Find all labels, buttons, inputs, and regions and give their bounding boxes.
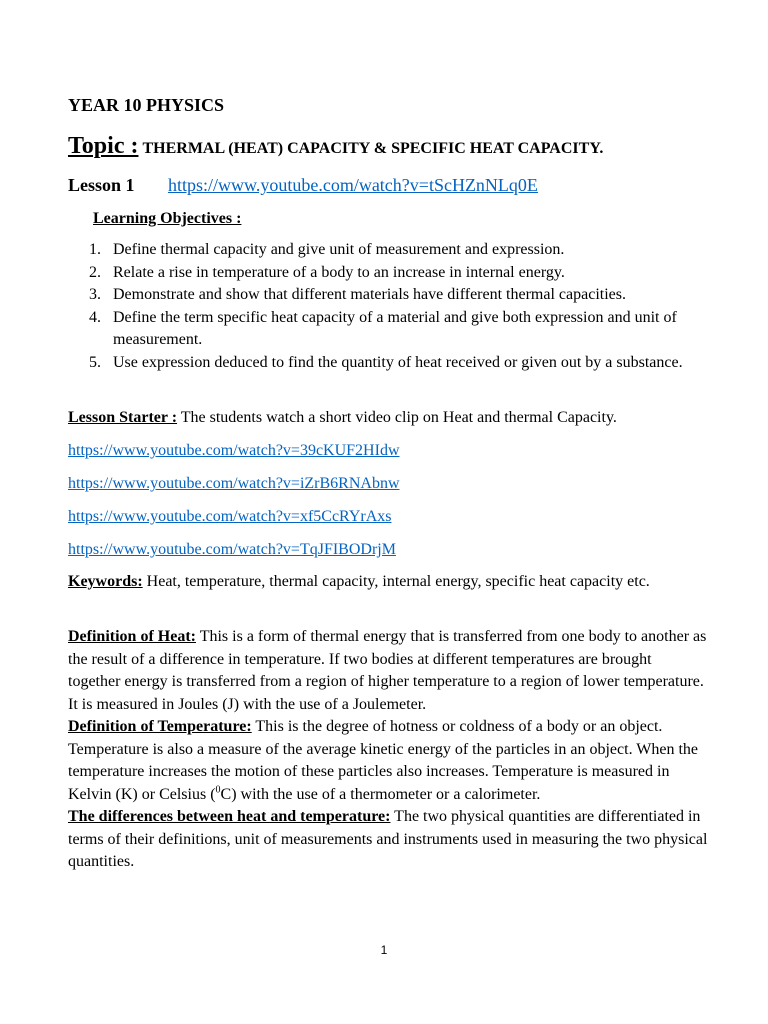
- heat-definition-label: Definition of Heat:: [68, 628, 196, 645]
- topic-line: [68, 131, 603, 164]
- list-item-text: Define thermal capacity and give unit of measurement and expression.: [113, 241, 565, 258]
- lesson-video-link[interactable]: https://www.youtube.com/watch?v=tScHZnNLq0E: [168, 175, 538, 195]
- video-link-1[interactable]: https://www.youtube.com/watch?v=39cKUF2HIdw: [68, 442, 400, 459]
- list-item-number: 1.: [89, 241, 101, 258]
- heat-definition: [68, 626, 708, 716]
- differences-text: The two physical quantities are differentiated in terms of their definitions, unit of measurements and instruments used in measuring the two physical quantities.: [68, 808, 708, 870]
- temperature-definition-text-end: C) with the use of a thermometer or a calorimeter.: [220, 785, 541, 803]
- list-item: [68, 352, 708, 375]
- keywords-label: Keywords:: [68, 573, 143, 590]
- list-item-text: Define the term specific heat capacity of a material and give both expression and unit of measurement.: [113, 308, 677, 348]
- video-link-4[interactable]: https://www.youtube.com/watch?v=TqJFIBODrjM: [68, 541, 396, 558]
- document-heading: YEAR 10 PHYSICS: [68, 95, 225, 115]
- list-item-number: 3.: [89, 286, 101, 303]
- list-item: [68, 307, 708, 352]
- lesson-starter-text: The students watch a short video clip on Heat and thermal Capacity.: [177, 409, 617, 426]
- objectives-list: [68, 239, 708, 374]
- list-item: [68, 284, 708, 307]
- list-item-text: Relate a rise in temperature of a body to an increase in internal energy.: [113, 263, 565, 281]
- temperature-definition-text: This is the degree of hotness or coldness of a body or an object. Temperature is also a measure of the average kinetic energy of the particles in an object. When the temperature increases the motion of these particles also increases. Temperature is measured in Kelvin (K) or Celsius (: [68, 718, 699, 803]
- list-item-text: Use expression deduced to find the quantity of heat received or given out by a substance.: [113, 353, 683, 371]
- lesson-starter-label: Lesson Starter :: [68, 409, 178, 426]
- keywords-text: Heat, temperature, thermal capacity, internal energy, specific heat capacity etc.: [142, 573, 650, 590]
- topic-title: THERMAL (HEAT) CAPACITY & SPECIFIC HEAT CAPACITY.: [142, 140, 604, 157]
- video-link-3[interactable]: https://www.youtube.com/watch?v=xf5CcRYrAxs: [68, 508, 392, 525]
- video-link-2[interactable]: https://www.youtube.com/watch?v=iZrB6RNAbnw: [68, 475, 400, 492]
- temperature-definition: [68, 716, 708, 806]
- list-item: [68, 262, 708, 285]
- differences-label: The differences between heat and temperature:: [68, 808, 391, 825]
- objectives-title: Learning Objectives :: [93, 210, 242, 227]
- list-item-number: 5.: [89, 353, 101, 371]
- topic-label: Topic :: [68, 133, 139, 159]
- list-item-number: 2.: [89, 263, 101, 281]
- list-item: [68, 239, 708, 262]
- lesson-label: Lesson 1: [68, 175, 135, 195]
- heat-definition-text: This is a form of thermal energy that is transferred from one body to another as the result of a difference in temperature. If two bodies at different temperatures are brought together energy is transferred from a region of higher temperature to a region of lower temperature. It is measured in Joules (J) with the use of a Joulemeter.: [68, 628, 707, 713]
- lesson-starter: [68, 407, 708, 430]
- temperature-definition-label: Definition of Temperature:: [68, 718, 252, 735]
- list-item-number: 4.: [89, 308, 101, 326]
- page-number: 1: [380, 943, 388, 957]
- degree-superscript: 0: [215, 784, 221, 796]
- heat-temperature-differences: [68, 806, 708, 874]
- keywords-paragraph: [68, 571, 708, 594]
- definitions-block: [68, 626, 708, 874]
- list-item-text: Demonstrate and show that different materials have different thermal capacities.: [113, 286, 626, 303]
